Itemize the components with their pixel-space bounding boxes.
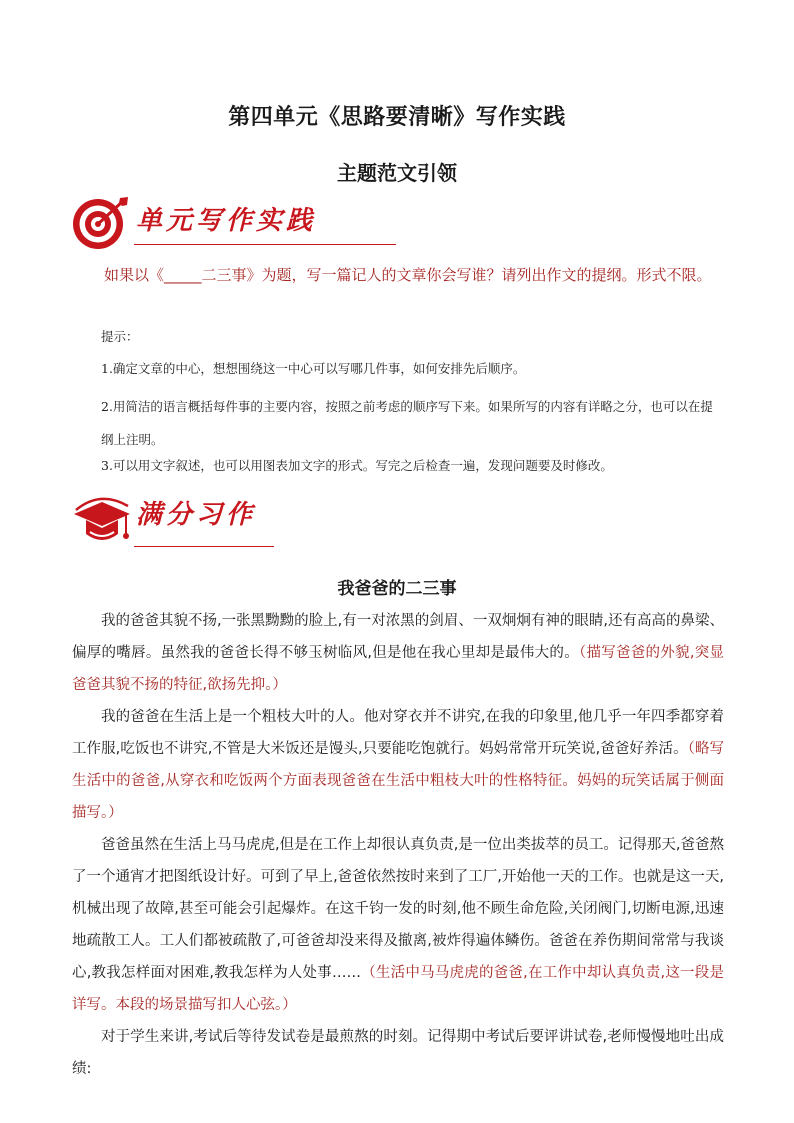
section-banner-model-essay [70, 488, 290, 548]
graduation-cap-icon [70, 488, 134, 550]
essay-paragraph [72, 605, 724, 701]
essay-paragraph [72, 701, 724, 829]
section-banner-label: 满分习作 [136, 500, 257, 530]
hint-item: 3.可以用文字叙述，也可以用图表加文字的形式。写完之后检查一遍，发现问题要及时修改。 [101, 458, 613, 473]
essay-paragraph [72, 829, 724, 1021]
paragraph-text: 对于学生来讲,考试后等待发试卷是最煎熬的时刻。记得期中考试后要评讲试卷,老师慢慢地吐出成绩: [72, 1029, 724, 1077]
essay-body [72, 605, 724, 1085]
paragraph-text: 我的爸爸其貌不扬,一张黑黝黝的脸上,有一对浓黑的剑眉、一双炯炯有神的眼睛,还有高高的鼻梁、偏厚的嘴唇。虽然我的爸爸长得不够玉树临风,但是他在我心里却是最伟大的。 [72, 613, 724, 661]
writing-prompt: 如果以《_____二三事》为题，写一篇记人的文章你会写谁？请列出作文的提纲。形式不限。 [104, 266, 712, 284]
hint-label: 提示： [101, 329, 139, 344]
target-icon [70, 194, 134, 252]
hint-item: 1.确定文章的中心，想想围绕这一中心可以写哪几件事，如何安排先后顺序。 [101, 361, 526, 376]
paragraph-text: 爸爸虽然在生活上马马虎虎,但是在工作上却很认真负责,是一位出类拔萃的员工。记得那天,爸爸熬了一个通宵才把图纸设计好。可到了早上,爸爸依然按时来到了工厂,开始他一天的工作。也就是这一天,机械出现了故障,甚至可能会引起爆炸。在这千钧一发的时刻,他不顾生命危险,关闭阀门,切断电源,迅速地疏散工人。工人们都被疏散了,可爸爸却没来得及撤离,被炸得遍体鳞伤。爸爸在养伤期间常常与我谈心,教我怎样面对困难,教我怎样为人处事…… [72, 837, 724, 981]
annotation-note: （略写生活中的爸爸,从穿衣和吃饭两个方面表现爸爸在生活中粗枝大叶的性格特征。妈妈的玩笑话属于侧面描写。） [72, 741, 725, 821]
essay-paragraph [72, 1021, 724, 1085]
section-banner-writing-practice [70, 194, 340, 254]
annotation-note: （描写爸爸的外貌,突显爸爸其貌不扬的特征,欲扬先抑。） [72, 645, 725, 693]
hint-item: 2.用简洁的语言概括每件事的主要内容，按照之前考虑的顺序写下来。如果所写的内容有详略之分，也可以在提纲上注明。 [101, 399, 713, 447]
banner-underline [134, 244, 396, 245]
page-subtitle: 主题范文引领 [337, 161, 457, 185]
essay-title: 我爸爸的二三事 [337, 579, 457, 599]
banner-underline [134, 546, 274, 547]
paragraph-text: 我的爸爸在生活上是一个粗枝大叶的人。他对穿衣并不讲究,在我的印象里,他几乎一年四季都穿着工作服,吃饭也不讲究,不管是大米饭还是馒头,只要能吃饱就行。妈妈常常开玩笑说,爸爸好养活。 [72, 709, 724, 757]
section-banner-label: 单元写作实践 [136, 206, 317, 236]
page-title: 第四单元《思路要清晰》写作实践 [228, 104, 566, 130]
annotation-note: （生活中马马虎虎的爸爸,在工作中却认真负责,这一段是详写。本段的场景描写扣人心弦。） [72, 965, 724, 1013]
